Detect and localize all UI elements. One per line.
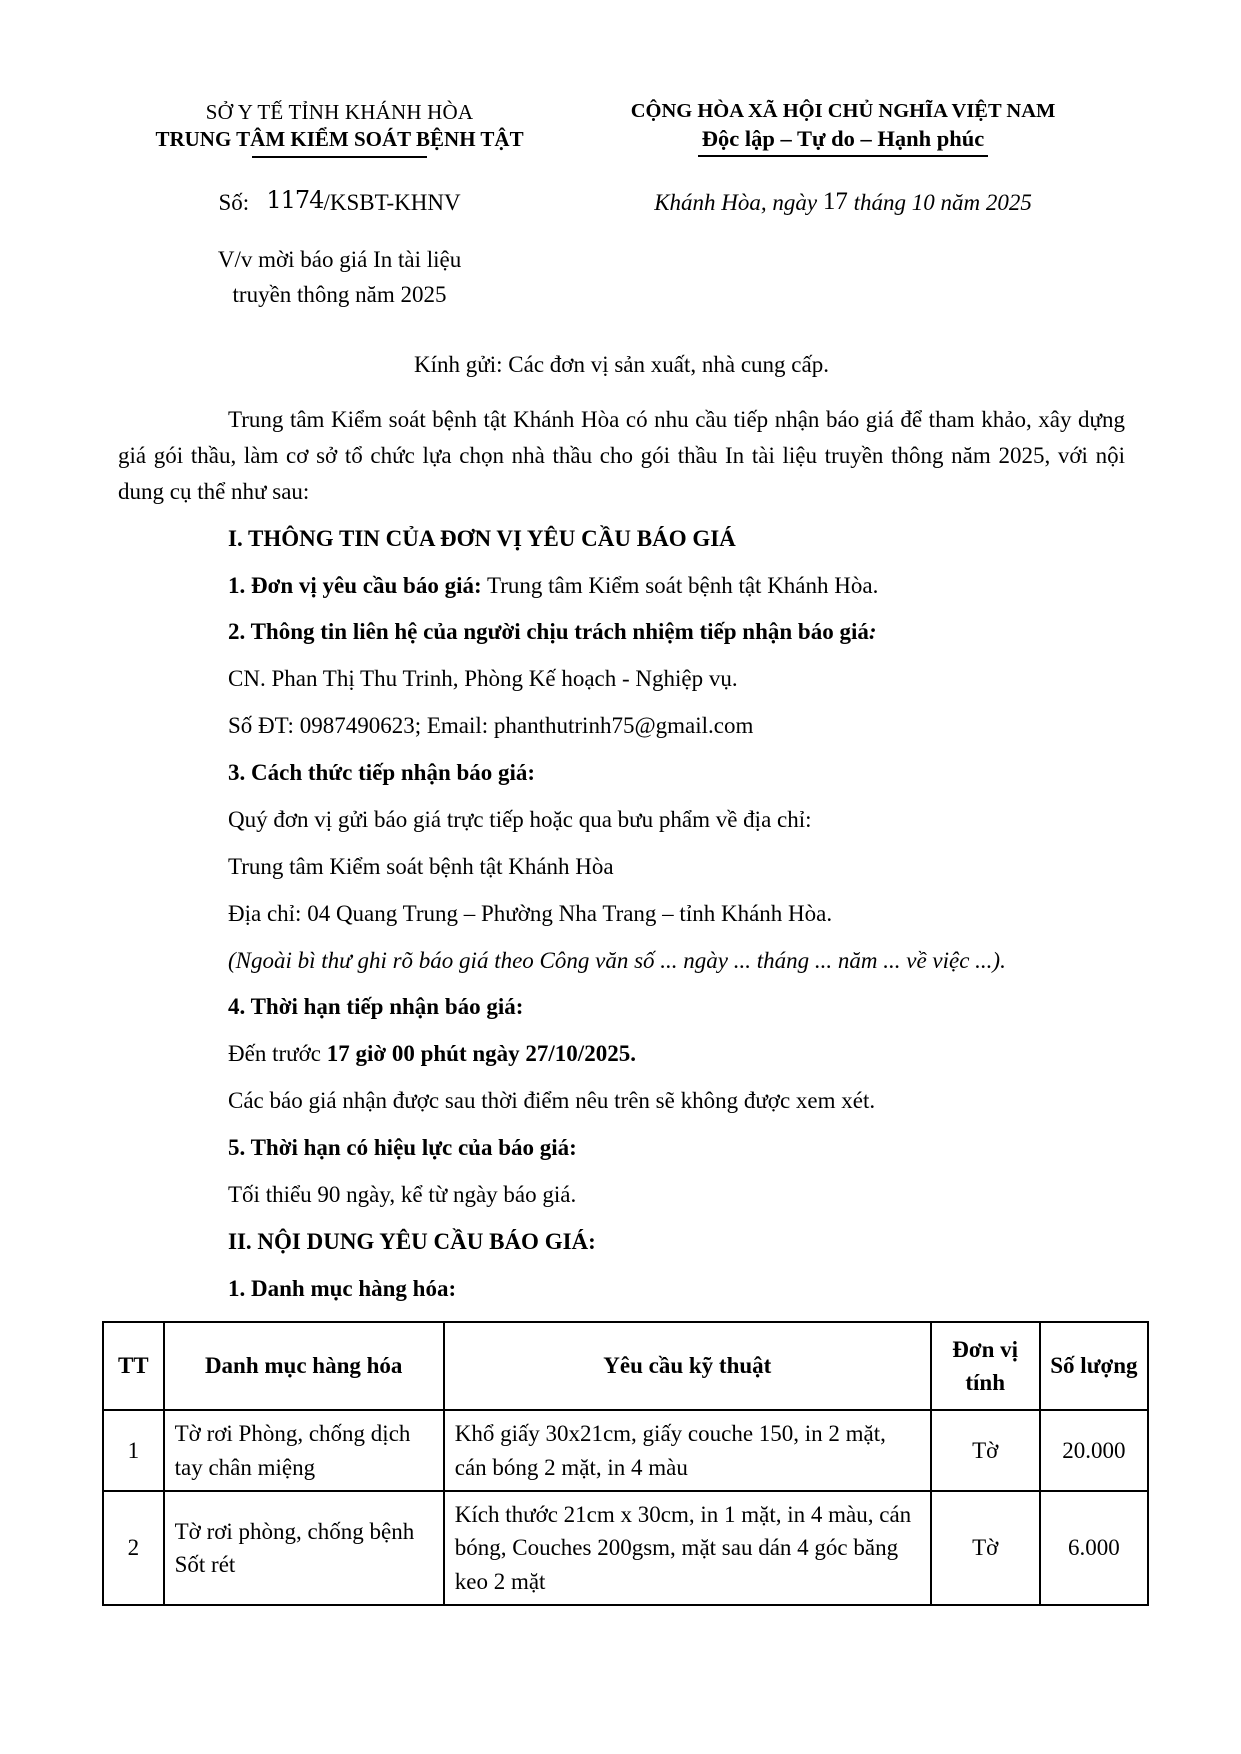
section-1-heading: I. THÔNG TIN CỦA ĐƠN VỊ YÊU CẦU BÁO GIÁ	[228, 525, 736, 551]
section-1-item-3: 3. Cách thức tiếp nhận báo giá:	[228, 760, 536, 785]
header-spec: Yêu cầu kỹ thuật	[444, 1322, 931, 1411]
contact-name-line: CN. Phan Thị Thu Trinh, Phòng Kế hoạch - Nghiệp vụ.	[228, 666, 738, 692]
recipient-org-line: Trung tâm Kiểm soát bệnh tật Khánh Hòa	[228, 853, 614, 879]
org-name: TRUNG TÂM KIỂM SOÁT BỆNH TẬT	[155, 127, 524, 151]
date-day-value: 17	[822, 188, 848, 215]
place-date-suffix: tháng 10 năm 2025	[853, 190, 1032, 215]
document-number-suffix: /KSBT-KHNV	[323, 190, 461, 215]
row-1-tt: 1	[103, 1410, 164, 1491]
row-2-spec: Kích thước 21cm x 30cm, in 1 mặt, in 4 màu, cán bóng, Couches 200gsm, mặt sau dán 4 góc băng keo 2 mặt	[444, 1491, 931, 1605]
place-and-date	[561, 189, 1125, 217]
table-row	[103, 1410, 1148, 1491]
row-2-qty: 6.000	[1040, 1491, 1149, 1605]
subject-line-2: truyền thông năm 2025	[232, 281, 447, 307]
section-1-item-5: 5. Thời hạn có hiệu lực của báo giá:	[228, 1135, 577, 1160]
issuing-org-block	[118, 100, 561, 158]
section-2-heading: II. NỘI DUNG YÊU CẦU BÁO GIÁ:	[228, 1228, 596, 1254]
letterhead	[118, 100, 1125, 158]
envelope-note: (Ngoài bì thư ghi rõ báo giá theo Công văn số ... ngày ... tháng ... năm ... về việc ...).	[228, 947, 1006, 973]
row-1-spec: Khổ giấy 30x21cm, giấy couche 150, in 2 mặt, cán bóng 2 mặt, in 4 màu	[444, 1410, 931, 1491]
row-2-item: Tờ rơi phòng, chống bệnh Sốt rét	[164, 1491, 444, 1605]
header-qty: Số lượng	[1040, 1322, 1149, 1411]
parent-org-name: SỞ Y TẾ TỈNH KHÁNH HÒA	[205, 100, 474, 124]
header-tt: TT	[103, 1322, 164, 1411]
item-2-colon: :	[868, 619, 877, 645]
goods-table-header-row	[103, 1322, 1148, 1411]
header-item: Danh mục hàng hóa	[164, 1322, 444, 1411]
national-title: CỘNG HÒA XÃ HỘI CHỦ NGHĨA VIỆT NAM	[630, 100, 1056, 122]
deadline-value: 17 giờ 00 phút ngày 27/10/2025.	[326, 1041, 636, 1067]
section-1-item-2	[118, 614, 1125, 650]
row-1-item: Tờ rơi Phòng, chống dịch tay chân miệng	[164, 1410, 444, 1491]
org-underline	[252, 156, 427, 158]
deadline-line	[118, 1036, 1125, 1072]
section-2-sub-1: 1. Danh mục hàng hóa:	[228, 1275, 457, 1301]
row-1-qty: 20.000	[1040, 1410, 1149, 1491]
national-motto: Độc lập – Tự do – Hạnh phúc	[698, 126, 989, 157]
item-1-label: 1. Đơn vị yêu cầu báo giá:	[228, 572, 482, 598]
intro-paragraph: Trung tâm Kiểm soát bệnh tật Khánh Hòa có nhu cầu tiếp nhận báo giá để tham khảo, xây dựng giá gói thầu, làm cơ sở tổ chức lựa chọn nhà thầu cho gói thầu In tài liệu truyền thông năm 2025, với nội dung cụ thể như sau:	[118, 407, 1125, 504]
deadline-prefix: Đến trước	[228, 1041, 327, 1067]
validity-line: Tối thiểu 90 ngày, kể từ ngày báo giá.	[228, 1181, 577, 1207]
place-date-prefix: Khánh Hòa, ngày	[654, 190, 818, 215]
document-number-label: Số:	[218, 190, 250, 215]
goods-table	[102, 1321, 1149, 1606]
late-quote-note: Các báo giá nhận được sau thời điểm nêu trên sẽ không được xem xét.	[228, 1088, 876, 1114]
delivery-instruction-line: Quý đơn vị gửi báo giá trực tiếp hoặc qua bưu phẩm về địa chỉ:	[228, 806, 812, 832]
salutation: Kính gửi: Các đơn vị sản xuất, nhà cung cấp.	[414, 352, 829, 377]
item-1-value: Trung tâm Kiểm soát bệnh tật Khánh Hòa.	[481, 572, 879, 598]
header-unit: Đơn vị tính	[931, 1322, 1040, 1411]
row-2-unit: Tờ	[931, 1491, 1040, 1605]
table-row	[103, 1491, 1148, 1605]
subject-line-1: V/v mời báo giá In tài liệu	[217, 247, 462, 272]
row-1-unit: Tờ	[931, 1410, 1040, 1491]
section-1-item-4: 4. Thời hạn tiếp nhận báo giá:	[228, 994, 524, 1020]
document-subject	[118, 243, 561, 312]
contact-phone-email-line: Số ĐT: 0987490623; Email: phanthutrinh75@gmail.com	[228, 713, 754, 739]
item-2-label: 2. Thông tin liên hệ của người chịu trách nhiệm tiếp nhận báo giá	[228, 619, 869, 645]
section-1-item-1	[118, 568, 1125, 604]
document-number	[118, 188, 561, 216]
address-line: Địa chỉ: 04 Quang Trung – Phường Nha Trang – tỉnh Khánh Hòa.	[228, 900, 833, 926]
row-2-tt: 2	[103, 1491, 164, 1605]
document-number-value: 1174	[266, 186, 324, 214]
national-header-block	[561, 100, 1125, 158]
document-meta	[118, 188, 1125, 217]
